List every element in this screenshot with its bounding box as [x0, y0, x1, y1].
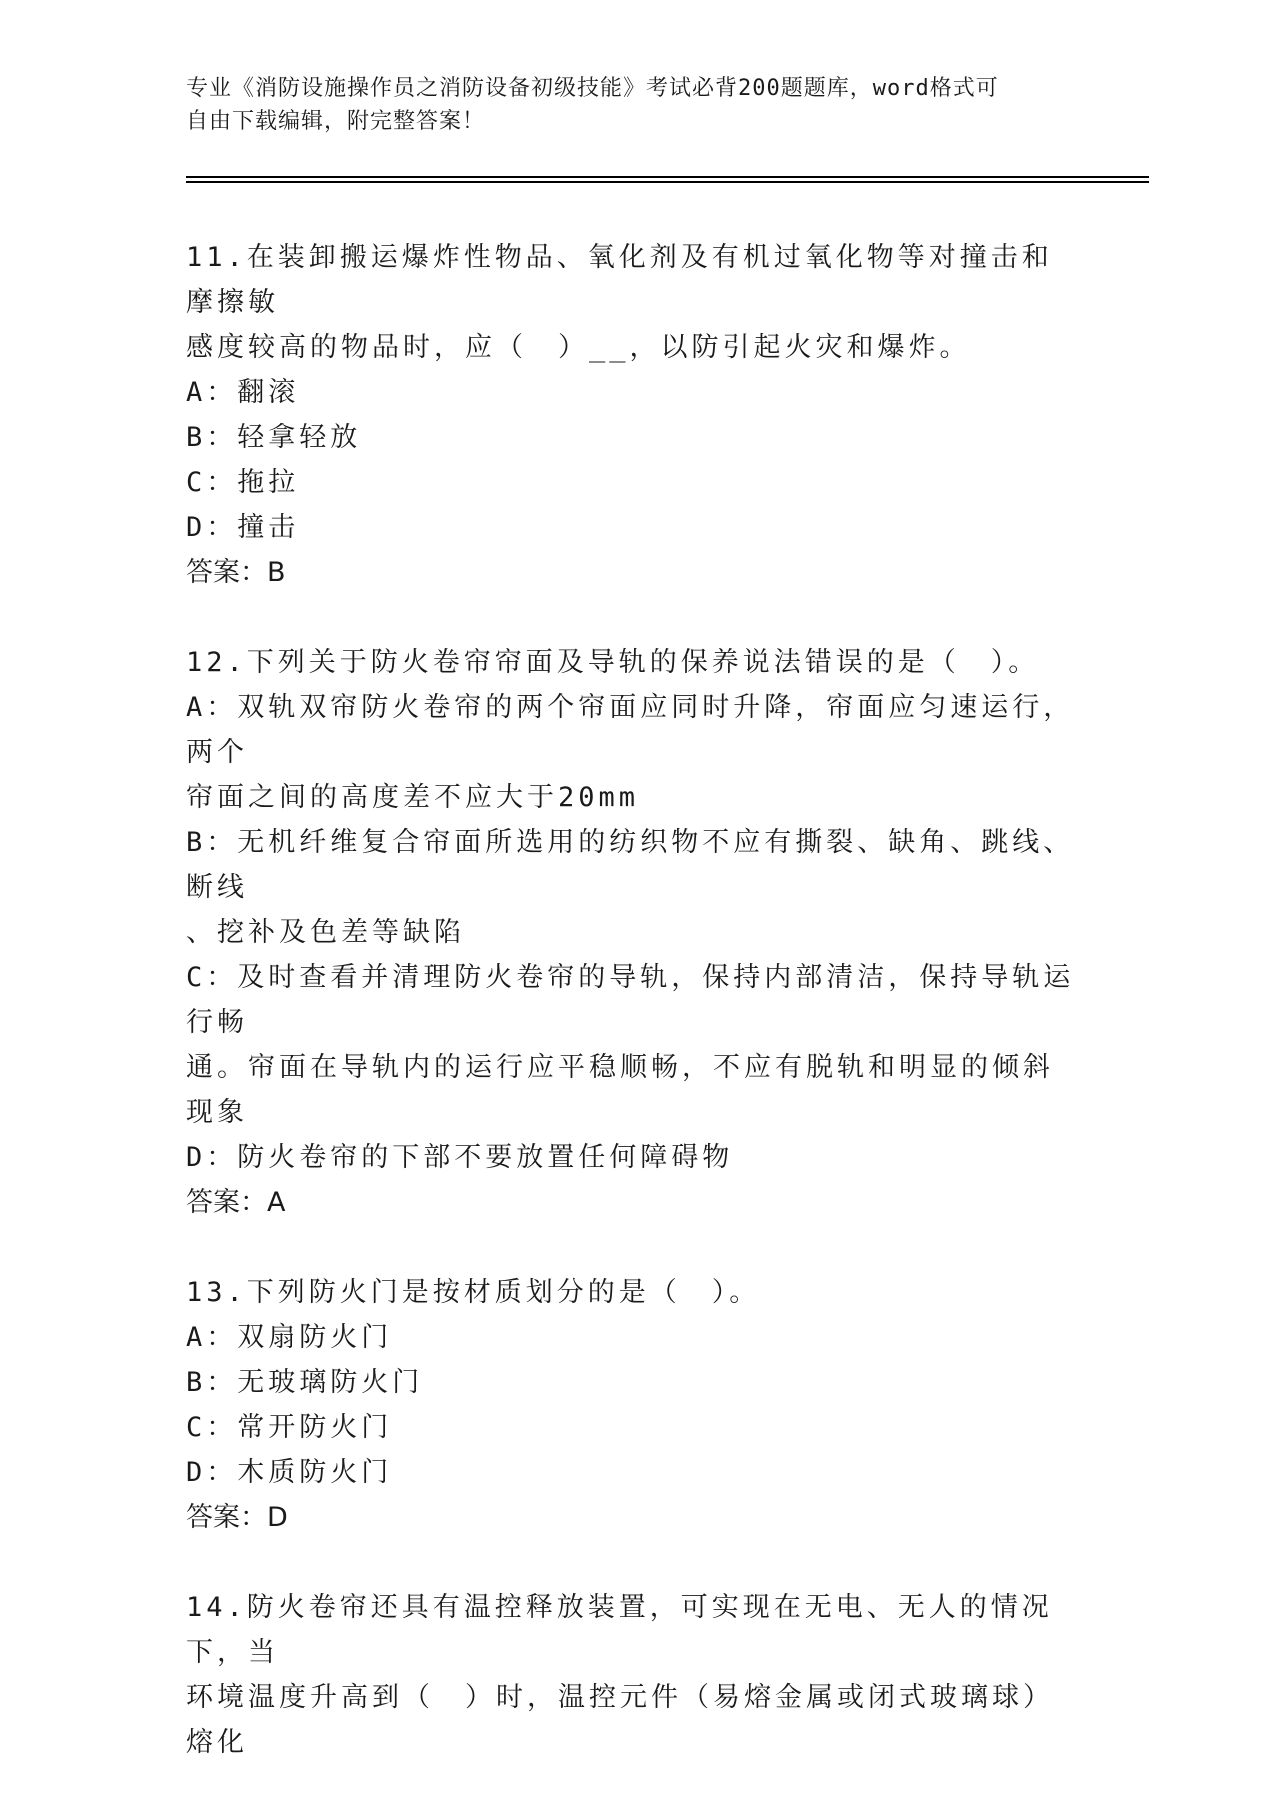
- option-a: A：双轨双帘防火卷帘的两个帘面应同时升降，帘面应匀速运行，两个: [186, 692, 1075, 768]
- document-header: [186, 72, 1066, 138]
- question-stem-line: 11.在装卸搬运爆炸性物品、氧化剂及有机过氧化物等对撞击和摩擦敏: [186, 242, 1053, 318]
- header-rule-bottom: [186, 181, 1149, 183]
- question-stem-line: 13.下列防火门是按材质划分的是（ ）。: [186, 1277, 761, 1308]
- question-12: [186, 640, 1076, 1225]
- option-b: B：无机纤维复合帘面所选用的纺织物不应有撕裂、缺角、跳线、断线: [186, 827, 1075, 903]
- question-stem-line: 14.防火卷帘还具有温控释放装置，可实现在无电、无人的情况下，当: [186, 1592, 1053, 1668]
- option-d: D：撞击: [186, 512, 300, 543]
- answer-line: 答案：D: [186, 1502, 288, 1533]
- question-list: [186, 235, 1076, 1810]
- answer-line: 答案：A: [186, 1187, 286, 1218]
- question-13: [186, 1270, 1076, 1540]
- option-c: C：拖拉: [186, 467, 300, 498]
- question-stem-line: 环境温度升高到（ ）时，温控元件（易熔金属或闭式玻璃球）熔化: [186, 1682, 1054, 1758]
- header-line-1: 专业《消防设施操作员之消防设备初级技能》考试必背200题题库，word格式可: [186, 76, 999, 101]
- question-11: [186, 235, 1076, 595]
- option-d: D：木质防火门: [186, 1457, 393, 1488]
- option-a-continued: 帘面之间的高度差不应大于20mm: [186, 782, 640, 813]
- answer-line: 答案：B: [186, 557, 286, 588]
- option-c: C：及时查看并清理防火卷帘的导轨，保持内部清洁，保持导轨运行畅: [186, 962, 1075, 1038]
- option-b-continued: 、挖补及色差等缺陷: [186, 917, 465, 948]
- option-a: A：翻滚: [186, 377, 300, 408]
- header-line-2: 自由下载编辑，附完整答案！: [186, 109, 486, 134]
- option-a: A：双扇防火门: [186, 1322, 393, 1353]
- question-stem-line: 12.下列关于防火卷帘帘面及导轨的保养说法错误的是（ ）。: [186, 647, 1040, 678]
- question-14: [186, 1585, 1076, 1765]
- question-stem-line: 感度较高的物品时，应（ ）__，以防引起火灾和爆炸。: [186, 332, 971, 363]
- option-c: C：常开防火门: [186, 1412, 393, 1443]
- option-b: B：轻拿轻放: [186, 422, 362, 453]
- header-rule-top: [186, 176, 1149, 178]
- option-d: D：防火卷帘的下部不要放置任何障碍物: [186, 1142, 734, 1173]
- option-b: B：无玻璃防火门: [186, 1367, 424, 1398]
- option-c-continued: 通。帘面在导轨内的运行应平稳顺畅，不应有脱轨和明显的倾斜现象: [186, 1052, 1054, 1128]
